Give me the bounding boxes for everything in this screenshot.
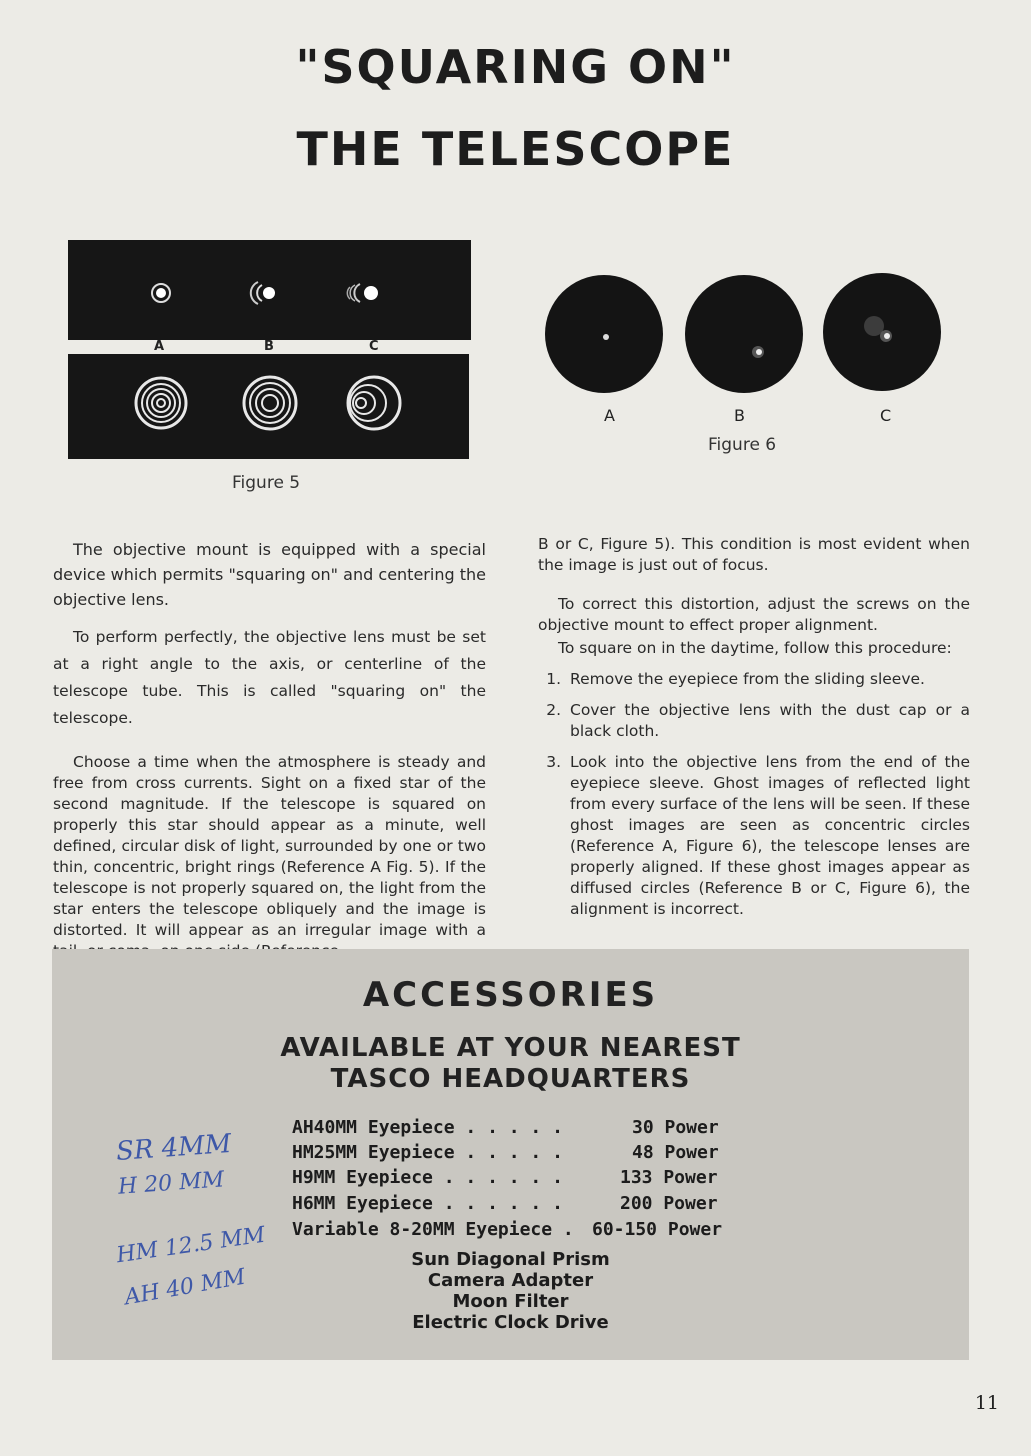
left-column [53, 537, 486, 974]
procedure-step: 1. Remove the eyepiece from the sliding sleeve. [566, 669, 970, 690]
eyepiece-power: 60-150 Power [592, 1219, 723, 1240]
figure-5-label-c: C [369, 339, 379, 354]
eyepiece-name: H9MM Eyepiece . . . . . . [292, 1167, 563, 1188]
figure-6 [540, 270, 950, 460]
accessory-item: Camera Adapter [427, 1270, 594, 1291]
figure-6-caption: Figure 6 [708, 435, 777, 455]
eyepiece-power: 133 Power [620, 1167, 718, 1188]
left-paragraph-2: To perform perfectly, the objective lens must be set at a right angle to the axis, or centerline of the telescope tube. This is called "squaring on" the telescope. [53, 628, 486, 727]
eyepiece-row [292, 1142, 719, 1163]
eyepiece-name: AH40MM Eyepiece . . . . . [292, 1117, 563, 1138]
eyepiece-row [292, 1117, 719, 1138]
eyepiece-power: 48 Power [632, 1142, 719, 1163]
eyepiece-power: 200 Power [620, 1193, 718, 1214]
handwritten-note: H 20 MM [117, 1167, 225, 1200]
accessory-item: Moon Filter [452, 1291, 569, 1312]
procedure-step: 3. Look into the objective lens from the end of the eyepiece sleeve. Ghost images of reflected light from every surface of the lens will be seen. If these ghost images are seen as concentric circles (Reference A, Figure 6), the telescope lenses are properly aligned. If these ghost images appear as diffused circles (Reference B or C, Figure 6), the alignment is incorrect. [566, 752, 970, 920]
page-title-line1: "SQUARING ON" [295, 40, 736, 94]
figure-5-top-panel [68, 240, 471, 340]
eyepiece-row [292, 1193, 718, 1214]
figure-5-label-b: B [264, 339, 274, 354]
procedure-steps [538, 669, 970, 920]
figure-6-label-b: B [734, 406, 745, 425]
accessory-item: Sun Diagonal Prism [411, 1249, 610, 1270]
figure-5-caption: Figure 5 [232, 473, 301, 493]
accessory-item: Electric Clock Drive [412, 1312, 609, 1333]
figure-5 [68, 240, 471, 492]
eyepiece-row [292, 1219, 723, 1240]
left-paragraph-1: The objective mount is equipped with a special device which permits "squaring on" and centering the objective lens. [53, 540, 486, 609]
eyepiece-name: Variable 8-20MM Eyepiece . [292, 1219, 574, 1240]
figure-5-top-star-images [68, 240, 471, 340]
page-number: 11 [974, 1392, 999, 1414]
figure-6-label-a: A [604, 406, 615, 425]
handwritten-note: AH 40 MM [122, 1264, 248, 1311]
page-title-line2: THE TELESCOPE [296, 122, 735, 176]
figure-5-bottom-panel [68, 354, 469, 459]
eyepiece-name: HM25MM Eyepiece . . . . . [292, 1142, 563, 1163]
left-paragraph-3: Choose a time when the atmosphere is steady and free from cross currents. Sight on a fixed star of the second magnitude. If the telescope is squared on properly this star should appear as a minute, well defined, circular disk of light, surrounded by one or two thin, concentric, bright rings (Reference A Fig. 5). If the telescope is not properly squared on, the light from the star enters the telescope obliquely and the image is distorted. It will appear as an irregular image with a [53, 753, 486, 939]
right-column [538, 534, 970, 930]
eyepiece-row [292, 1167, 718, 1188]
accessories-subheading-1: AVAILABLE AT YOUR NEAREST [280, 1033, 741, 1063]
eyepiece-name: H6MM Eyepiece . . . . . . [292, 1193, 563, 1214]
accessories-subheading-2: TASCO HEADQUARTERS [330, 1064, 691, 1094]
handwritten-note: HM 12.5 MM [114, 1222, 267, 1269]
figure-6-label-c: C [880, 406, 892, 425]
accessories-heading: ACCESSORIES [362, 975, 659, 1015]
procedure-step: 2. Cover the objective lens with the dust cap or a black cloth. [566, 700, 970, 742]
right-paragraph-1: B or C, Figure 5). This condition is most evident when the image is just out of focus. [538, 535, 970, 574]
figure-5-label-a: A [154, 339, 165, 354]
right-paragraph-2: To correct this distortion, adjust the screws on the objective mount to effect proper alignment. [538, 595, 970, 634]
right-paragraph-3: To square on in the daytime, follow this procedure: [558, 639, 952, 657]
figure-5-bottom-ring-images [68, 354, 469, 459]
handwritten-note: SR 4MM [115, 1129, 233, 1167]
figure-6-lens-images [540, 270, 950, 400]
accessories-box [52, 949, 969, 1360]
eyepiece-power: 30 Power [632, 1117, 719, 1138]
